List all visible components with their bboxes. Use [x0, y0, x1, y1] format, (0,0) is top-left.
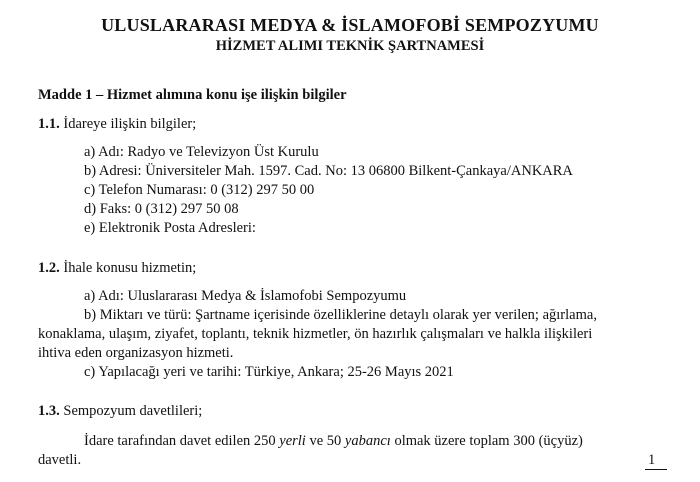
document-subtitle: HİZMET ALIMI TEKNİK ŞARTNAMESİ	[215, 38, 485, 54]
text-run: İdare tarafından davet edilen 250	[84, 433, 280, 449]
service-name-item: a) Adı: Uluslararası Medya & İslamofobi Sempozyumu	[84, 288, 407, 304]
section-title: İdareye ilişkin bilgiler;	[63, 116, 197, 132]
section-1-2-heading	[38, 259, 196, 277]
invitees-paragraph-continued: davetli.	[38, 452, 82, 468]
admin-name-item: a) Adı: Radyo ve Televizyon Üst Kurulu	[84, 144, 319, 160]
section-title: İhale konusu hizmetin;	[63, 260, 197, 276]
admin-fax-item: d) Faks: 0 (312) 297 50 08	[84, 201, 239, 217]
section-number: 1.2.	[38, 260, 60, 276]
text-run: ve 50	[305, 433, 345, 449]
admin-phone-item: c) Telefon Numarası: 0 (312) 297 50 00	[84, 182, 315, 198]
text-run-italic: yabancı	[344, 433, 391, 449]
section-1-1-heading	[38, 115, 196, 133]
text-run-italic: yerli	[279, 433, 306, 449]
admin-email-item: e) Elektronik Posta Adresleri:	[84, 220, 256, 236]
article-1-heading: Madde 1 – Hizmet alımına konu işe ilişkin bilgiler	[38, 87, 347, 103]
section-1-3-heading	[38, 402, 202, 420]
service-quantity-continued: konaklama, ulaşım, ziyafet, toplantı, teknik hizmetler, ön hazırlık çalışmaları ve halkla ilişkileri	[38, 326, 593, 342]
service-quantity-item: b) Miktarı ve türü: Şartname içerisinde özelliklerine detaylı olarak yer verilen; ağırlama,	[84, 307, 597, 323]
page-number-underline	[645, 469, 667, 470]
invitees-paragraph	[84, 432, 583, 450]
service-quantity-continued: ihtiva eden organizasyon hizmeti.	[38, 345, 234, 361]
text-run: olmak üzere toplam 300 (üçyüz)	[390, 433, 583, 449]
service-place-date-item: c) Yapılacağı yeri ve tarihi: Türkiye, Ankara; 25-26 Mayıs 2021	[84, 364, 454, 380]
section-title: Sempozyum davetlileri;	[63, 403, 203, 419]
admin-address-item: b) Adresi: Üniversiteler Mah. 1597. Cad. No: 13 06800 Bilkent-Çankaya/ANKARA	[84, 163, 573, 179]
page-number: 1	[648, 452, 656, 468]
section-number: 1.1.	[38, 116, 60, 132]
section-number: 1.3.	[38, 403, 60, 419]
document-title: ULUSLARARASI MEDYA & İSLAMOFOBİ SEMPOZYUMU	[101, 15, 599, 35]
